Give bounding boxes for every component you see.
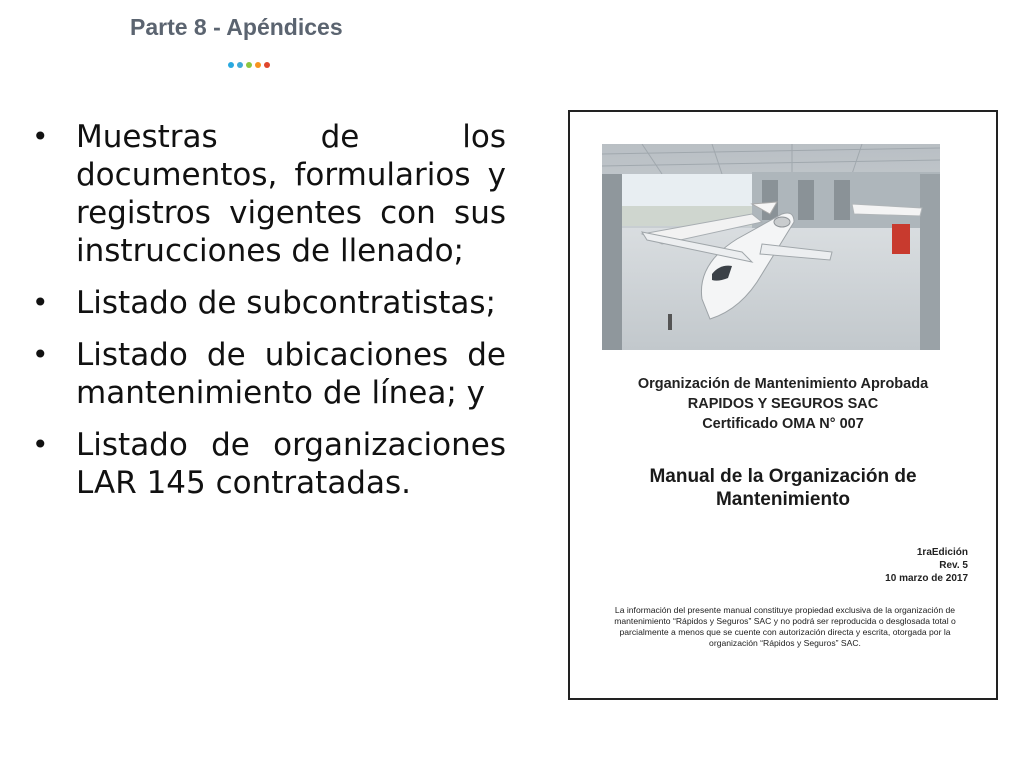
title-dots	[228, 62, 270, 68]
bullet-item	[30, 336, 506, 412]
decor-dot	[264, 62, 270, 68]
bullet-item	[30, 118, 506, 270]
bullet-text: Listado de ubicaciones de mantenimiento de línea; y	[76, 337, 506, 411]
decor-dot	[237, 62, 243, 68]
hangar-illustration	[602, 144, 940, 350]
manual-cover-document	[568, 110, 998, 700]
org-line: Organización de Mantenimiento Aprobada	[637, 376, 929, 392]
manual-title-line: Mantenimiento	[715, 489, 851, 510]
decor-dot	[255, 62, 261, 68]
decor-dot	[246, 62, 252, 68]
bullet-item	[30, 426, 506, 502]
manual-title-line: Manual de la Organización de	[649, 466, 917, 487]
organization-block	[570, 374, 996, 434]
slide-title: Parte 8 - Apéndices	[130, 14, 343, 40]
bullet-icon: •	[32, 338, 49, 371]
bullet-item	[30, 284, 506, 322]
edition-label: 1raEdición	[916, 547, 968, 558]
bullet-text: Listado de subcontratistas;	[76, 285, 496, 321]
revision-label: Rev. 5	[939, 560, 968, 571]
legal-notice: La información del presente manual constituye propiedad exclusiva de la organización de mantenimiento “Rápidos y Seguros” SAC y no podrá ser reproducida o desglosada total o parcialmente a menos que se cuente con autorización directa y escrita, otorgada por la organización “Rápidos y Seguros” SAC.	[614, 605, 956, 648]
bullet-text: Muestras de los documentos, formularios y registros vigentes con sus instrucciones de llenado;	[76, 119, 506, 269]
bullet-list	[30, 118, 506, 516]
certificate-line: Certificado OMA N° 007	[702, 416, 864, 432]
bullet-icon: •	[32, 428, 49, 461]
manual-title	[570, 465, 996, 511]
bullet-icon: •	[32, 120, 49, 153]
edition-block	[885, 546, 968, 585]
bullet-icon: •	[32, 286, 49, 319]
decor-dot	[228, 62, 234, 68]
bullet-text: Listado de organizaciones LAR 145 contratadas.	[76, 427, 506, 501]
org-line: RAPIDOS Y SEGUROS SAC	[687, 396, 879, 412]
hangar-jet-photo	[602, 144, 940, 350]
date-label: 10 marzo de 2017	[885, 573, 968, 584]
